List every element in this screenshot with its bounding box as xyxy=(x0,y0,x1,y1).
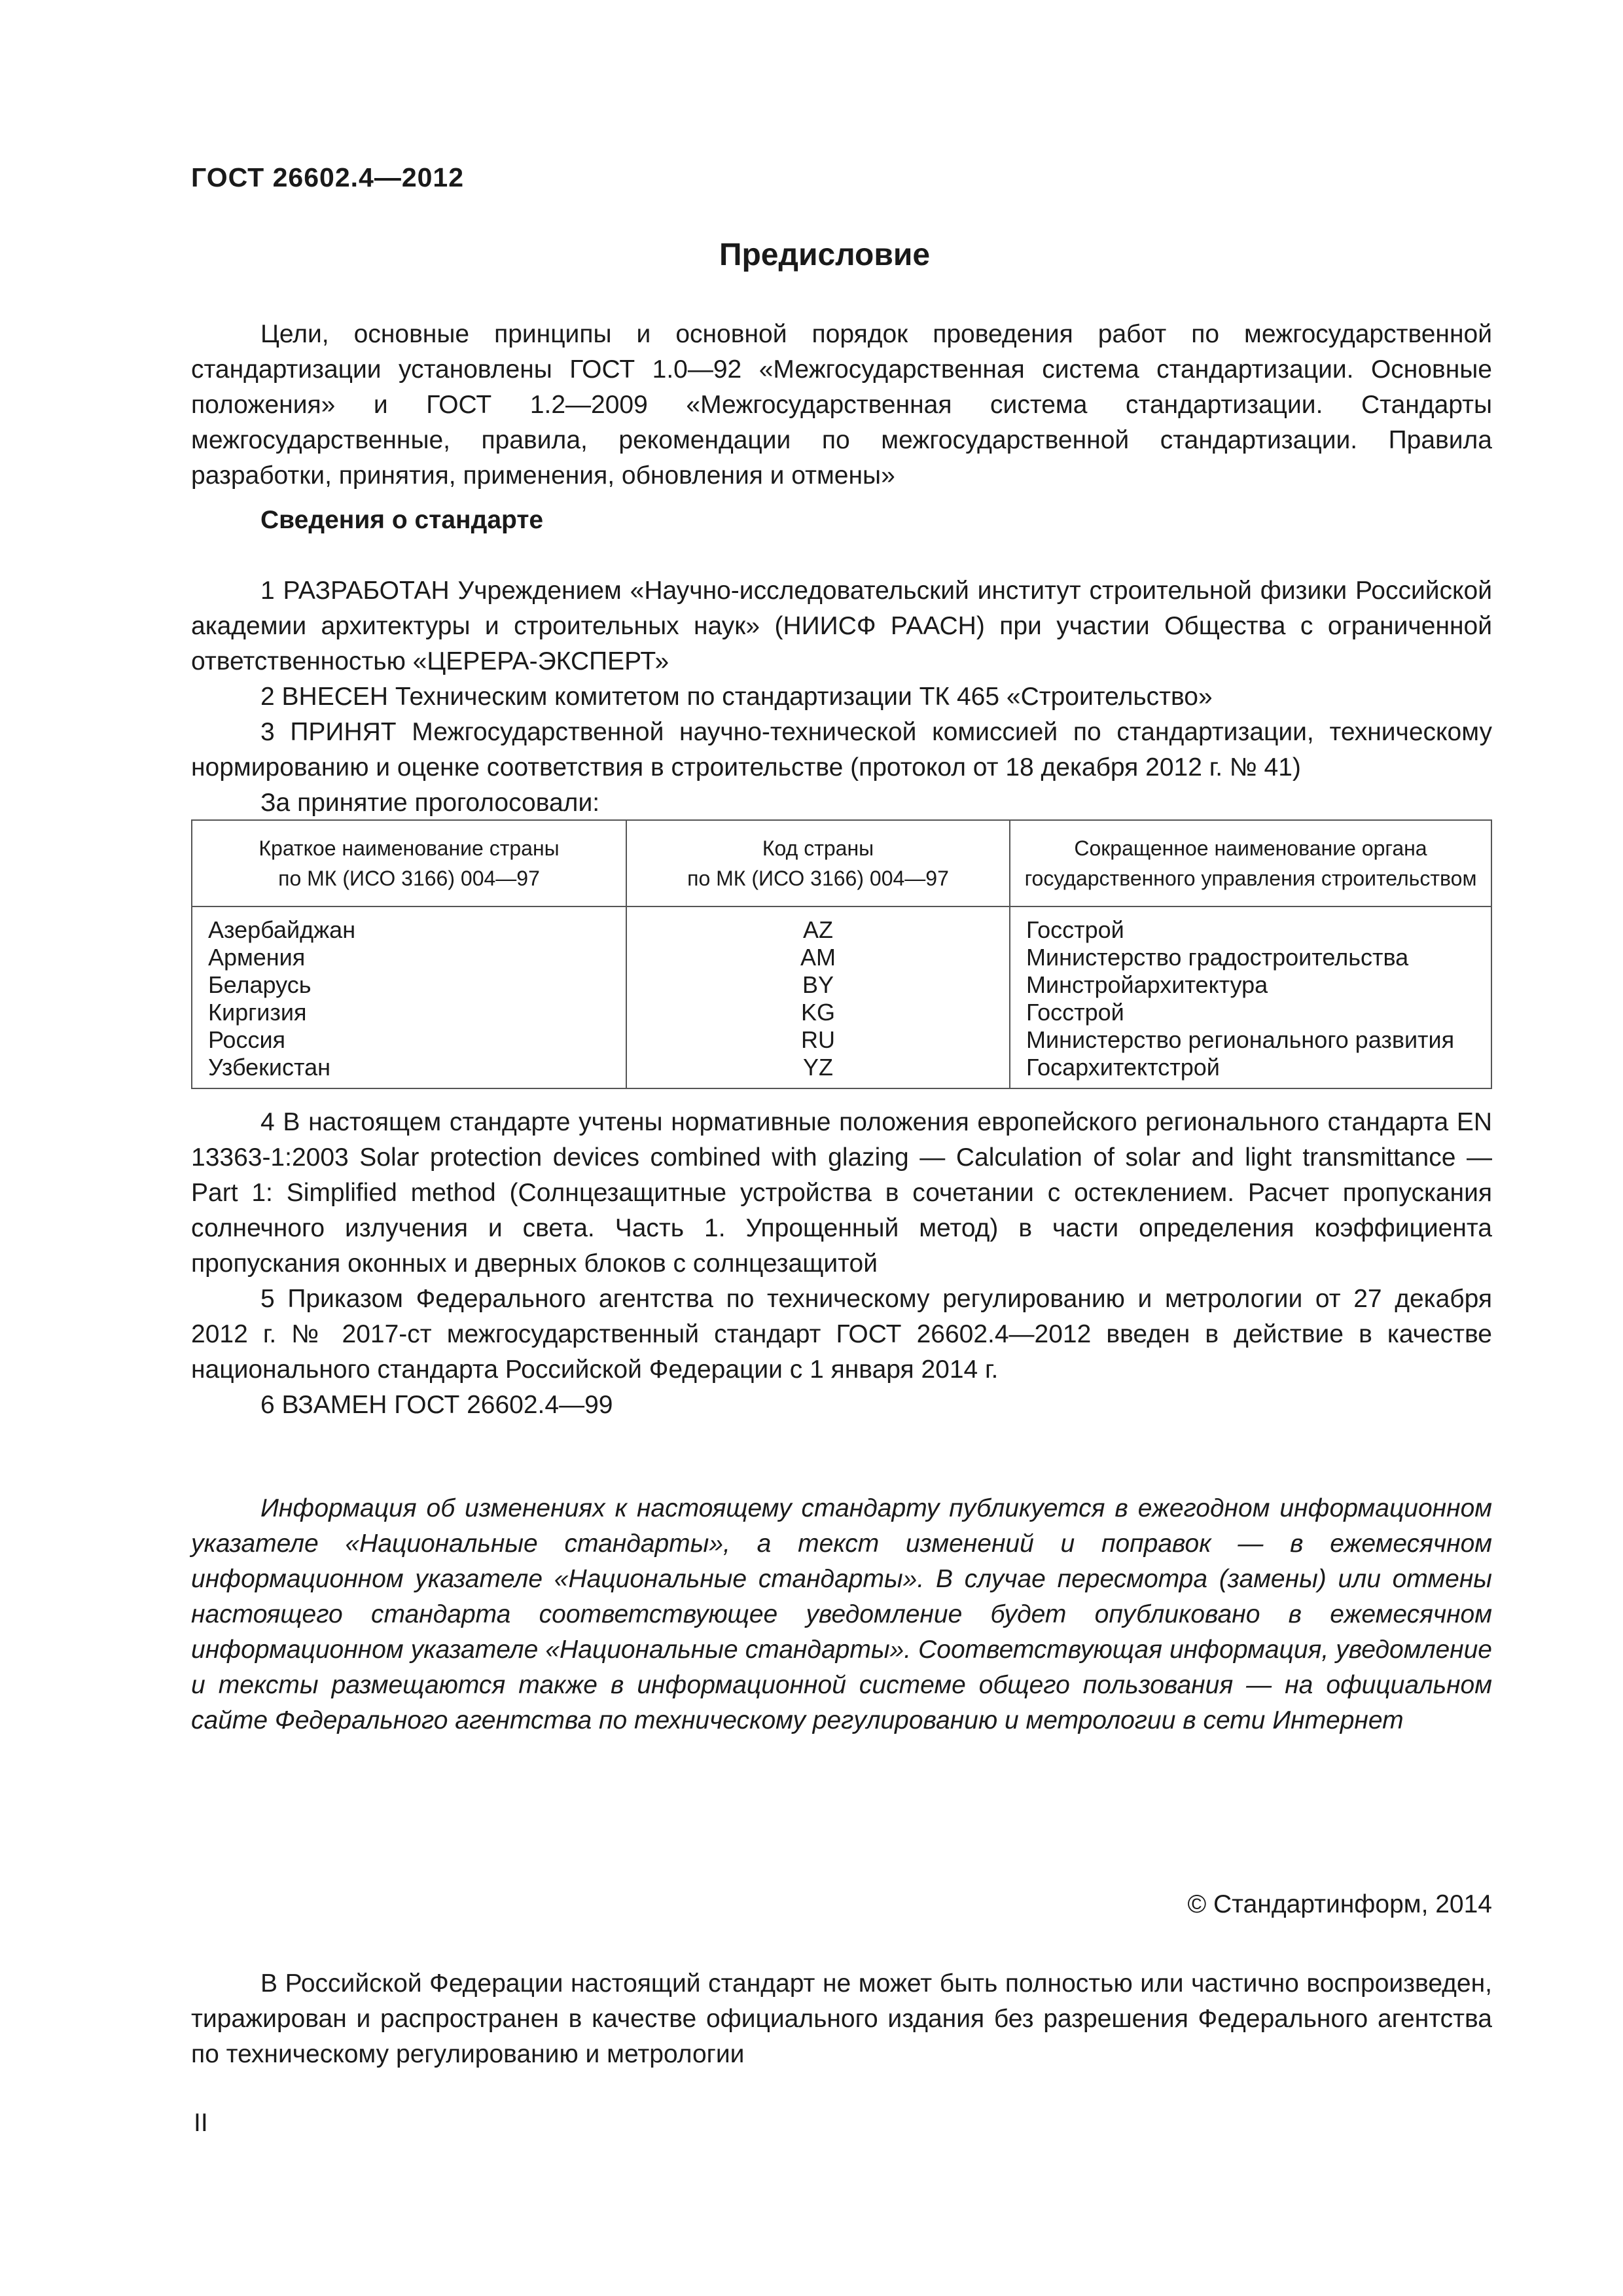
authority-name: Госстрой xyxy=(1026,916,1124,943)
info-heading: Сведения о стандарте xyxy=(260,506,544,534)
info-items-top xyxy=(191,573,1492,821)
country-name: Азербайджан xyxy=(208,916,356,943)
table-body-row xyxy=(192,906,1491,1088)
item-4-european-standard: 4 В настоящем стандарте учтены нормативные положения европейского регионального стандарта EN 13363-1:2003 Solar protection devices combined with glazing — Calculation of solar and light transmittance — Part 1: Simplified method (Солнцезащитные устройства в сочетании с остеклением. Расчет пропускания солнечного излучения и света. Часть 1. Упрощенный метод) в части определения коэффициента пропускания оконных и дверных блоков с солнцезащитой xyxy=(191,1108,1492,1278)
country-column xyxy=(192,906,626,1088)
info-items-bottom xyxy=(191,1105,1492,1423)
table-header-row xyxy=(192,820,1491,906)
item-2-introduced: 2 ВНЕСЕН Техническим комитетом по стандартизации ТК 465 «Строительство» xyxy=(260,683,1213,711)
legal-section xyxy=(191,1966,1492,2072)
header-country: Краткое наименование страны по МК (ИСО 3166) 004—97 xyxy=(192,820,626,906)
item-1-developed: 1 РАЗРАБОТАН Учреждением «Научно-исследовательский институт строительной физики Российской академии архитектуры и строительных наук» (НИИСФ РААСН) при участии Общества с ограниченной ответственностью «ЦЕРЕРА-ЭКСПЕРТ» xyxy=(191,577,1492,675)
page-number: II xyxy=(194,2109,208,2137)
authority-name: Министерство регионального развития xyxy=(1026,1026,1455,1053)
header-authority: Сокращенное наименование органа государственного управления строительством xyxy=(1010,820,1491,906)
country-code: BY xyxy=(802,971,834,998)
item-3-adopted: 3 ПРИНЯТ Межгосударственной научно-технической комиссией по стандартизации, техническому нормированию и оценке соответствия в строительстве (протокол от 18 декабря 2012 г. № 41) xyxy=(191,718,1492,781)
vote-intro: За принятие проголосовали: xyxy=(260,789,600,817)
changes-note-section xyxy=(191,1491,1492,1738)
country-code: KG xyxy=(800,999,835,1026)
intro-section xyxy=(191,317,1492,493)
authority-column xyxy=(1010,906,1491,1088)
authority-name: Минстройархитектура xyxy=(1026,971,1268,998)
country-name: Армения xyxy=(208,944,306,971)
authority-name: Госстрой xyxy=(1026,999,1124,1026)
page-title: Предисловие xyxy=(719,238,931,272)
item-5-order: 5 Приказом Федерального агентства по техническому регулированию и метрологии от 27 декабря 2012 г. № 2017-ст межгосударственный стандарт ГОСТ 26602.4—2012 введен в действие в качестве национального стандарта Российской Федерации с 1 января 2014 г. xyxy=(191,1285,1492,1384)
country-code: RU xyxy=(801,1026,835,1053)
country-name: Киргизия xyxy=(208,999,307,1026)
authority-name: Министерство градостроительства xyxy=(1026,944,1409,971)
country-code: AZ xyxy=(802,916,833,943)
info-heading-block xyxy=(191,503,1492,538)
country-name: Узбекистан xyxy=(208,1054,331,1081)
header-code: Код страны по МК (ИСО 3166) 004—97 xyxy=(626,820,1010,906)
authority-name: Госархитектстрой xyxy=(1026,1054,1220,1081)
document-code-header: ГОСТ 26602.4—2012 xyxy=(191,162,465,192)
copyright-line: © Стандартинформ, 2014 xyxy=(1187,1890,1492,1918)
item-6-replaces: 6 ВЗАМЕН ГОСТ 26602.4—99 xyxy=(260,1391,613,1419)
voting-table xyxy=(191,819,1492,1089)
legal-notice: В Российской Федерации настоящий стандарт не может быть полностью или частично воспроизведен, тиражирован и распространен в качестве официального издания без разрешения Федерального агентства по техническому регулированию и метрологии xyxy=(191,1969,1492,2068)
country-name: Россия xyxy=(208,1026,286,1053)
intro-paragraph: Цели, основные принципы и основной порядок проведения работ по межгосударственной стандартизации установлены ГОСТ 1.0—92 «Межгосударственная система стандартизации. Основные положения» и ГОСТ 1.2—2009 «Межгосударственная система стандартизации. Стандарты межгосударственные, правила, рекомендации по межгосударственной стандартизации. Правила разработки, принятия, применения, обновления и отмены» xyxy=(191,320,1492,490)
country-code: AM xyxy=(800,944,836,971)
code-column xyxy=(626,906,1010,1088)
country-name: Беларусь xyxy=(208,971,312,998)
country-code: YZ xyxy=(802,1054,833,1081)
changes-note: Информация об изменениях к настоящему стандарту публикуется в ежегодном информационном указателе «Национальные стандарты», а текст изменений и поправок — в ежемесячном информационном указателе «Национальные стандарты». В случае пересмотра (замены) или отмены настоящего стандарта соответствующее уведомление будет опубликовано в ежемесячном информационном указателе «Национальные стандарты». Соответствующая информация, уведомление и тексты размещаются также в информационной системе общего пользования — на официальном сайте Федерального агентства по техническому регулированию и метрологии в сети Интернет xyxy=(191,1494,1492,1734)
